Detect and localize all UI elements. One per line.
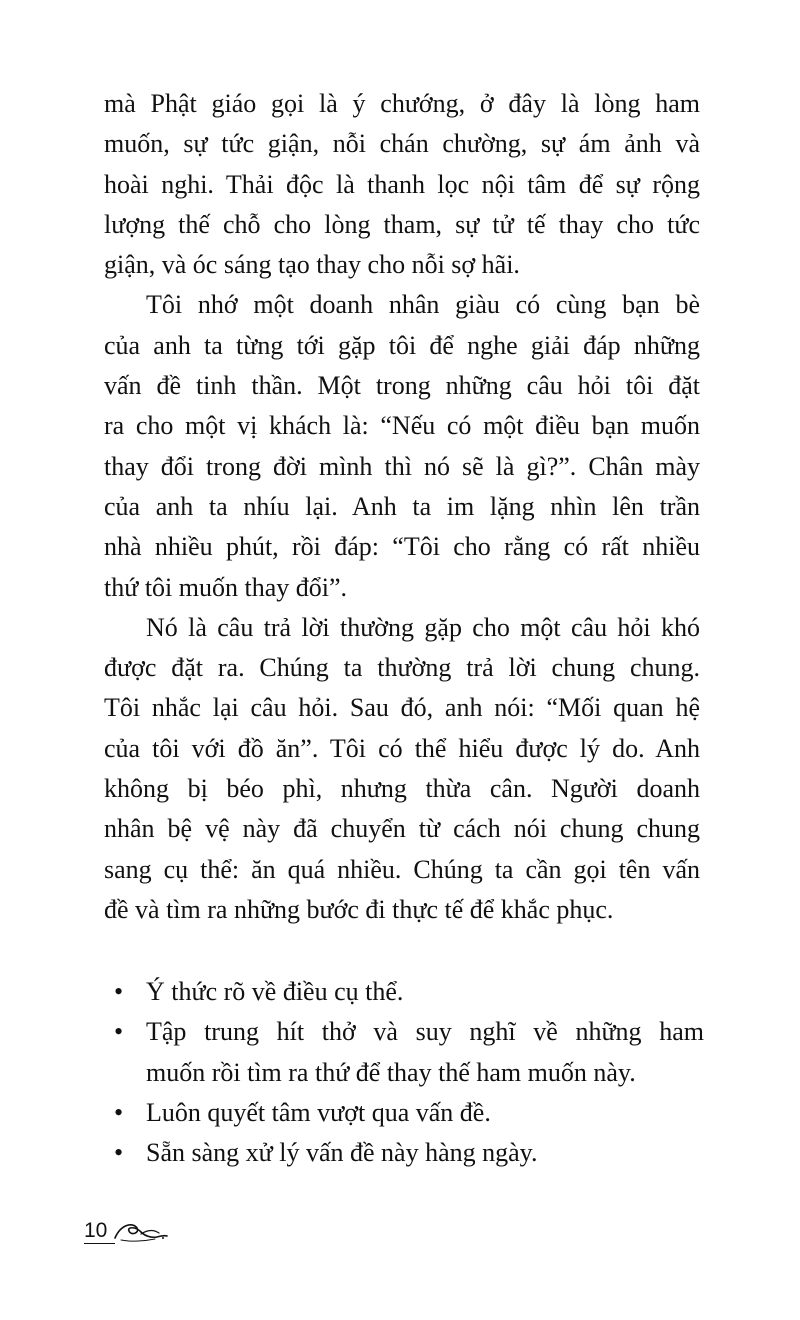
text-line: Tôi nhớ một doanh nhân giàu có cùng bạn bè [146,290,700,320]
text-line: nhà nhiều phút, rồi đáp: “Tôi cho rằng có rất nhiều [104,532,700,562]
text-line: được đặt ra. Chúng ta thường trả lời chung chung. [104,653,700,683]
bullet-icon: • [114,1097,124,1127]
list-item [114,1133,704,1173]
text-line: đề và tìm ra những bước đi thực tế để khắc phục. [104,894,614,924]
bullet-icon: • [114,977,124,1006]
text-line: ra cho một vị khách là: “Nếu có một điều bạn muốn [104,411,700,441]
text-line: không bị béo phì, nhưng thừa cân. Người doanh [104,774,700,804]
text-line: nhân bệ vệ này đã chuyển từ cách nói chung chung [104,814,700,844]
paragraph-2 [104,285,700,607]
text-line: thứ tôi muốn thay đổi”. [104,572,348,602]
text-line: vấn đề tinh thần. Một trong những câu hỏi tôi đặt [104,371,700,401]
bullet-list [114,972,704,1173]
text-line: của anh ta nhíu lại. Anh ta im lặng nhìn lên trần [104,491,700,521]
bullet-text: Ý thức rõ về điều cụ thể. [146,977,404,1006]
paragraph-3 [104,608,700,930]
page-number: 10 [84,1219,115,1244]
text-line: của anh ta từng tới gặp tôi để nghe giải đáp những [104,330,700,360]
text-line: muốn, sự tức giận, nỗi chán chường, sự ám ảnh và [104,129,700,159]
bullet-text: Luôn quyết tâm vượt qua vấn đề. [146,1097,491,1127]
paragraph-1 [104,84,700,285]
list-item [114,1012,704,1093]
bullet-icon: • [114,1017,124,1047]
bullet-text: muốn rồi tìm ra thứ để thay thế ham muốn này. [146,1057,636,1087]
text-line: hoài nghi. Thải độc là thanh lọc nội tâm để sự rộng [104,169,700,199]
bullet-icon: • [114,1138,124,1168]
bullet-text: Tập trung hít thở và suy nghĩ về những ham [146,1017,704,1047]
text-line: thay đổi trong đời mình thì nó sẽ là gì?”. Chân mày [104,451,700,481]
list-item [114,972,704,1012]
text-line: sang cụ thể: ăn quá nhiều. Chúng ta cần gọi tên vấn [104,854,700,884]
list-item [114,1093,704,1133]
text-line: giận, và óc sáng tạo thay cho nỗi sợ hãi. [104,250,520,280]
body-text [104,84,700,930]
text-line: của tôi với đồ ăn”. Tôi có thể hiểu được lý do. Anh [104,733,700,763]
text-line: lượng thế chỗ cho lòng tham, sự tử tế thay cho tức [104,209,700,239]
page-footer [84,1214,169,1244]
bullet-text: Sẵn sàng xử lý vấn đề này hàng ngày. [146,1138,538,1168]
swirl-ornament-icon [111,1218,169,1244]
text-line: Nó là câu trả lời thường gặp cho một câu hỏi khó [146,612,700,642]
text-line: mà Phật giáo gọi là ý chướng, ở đây là lòng ham [104,89,700,118]
text-line: Tôi nhắc lại câu hỏi. Sau đó, anh nói: “Mối quan hệ [104,693,700,723]
